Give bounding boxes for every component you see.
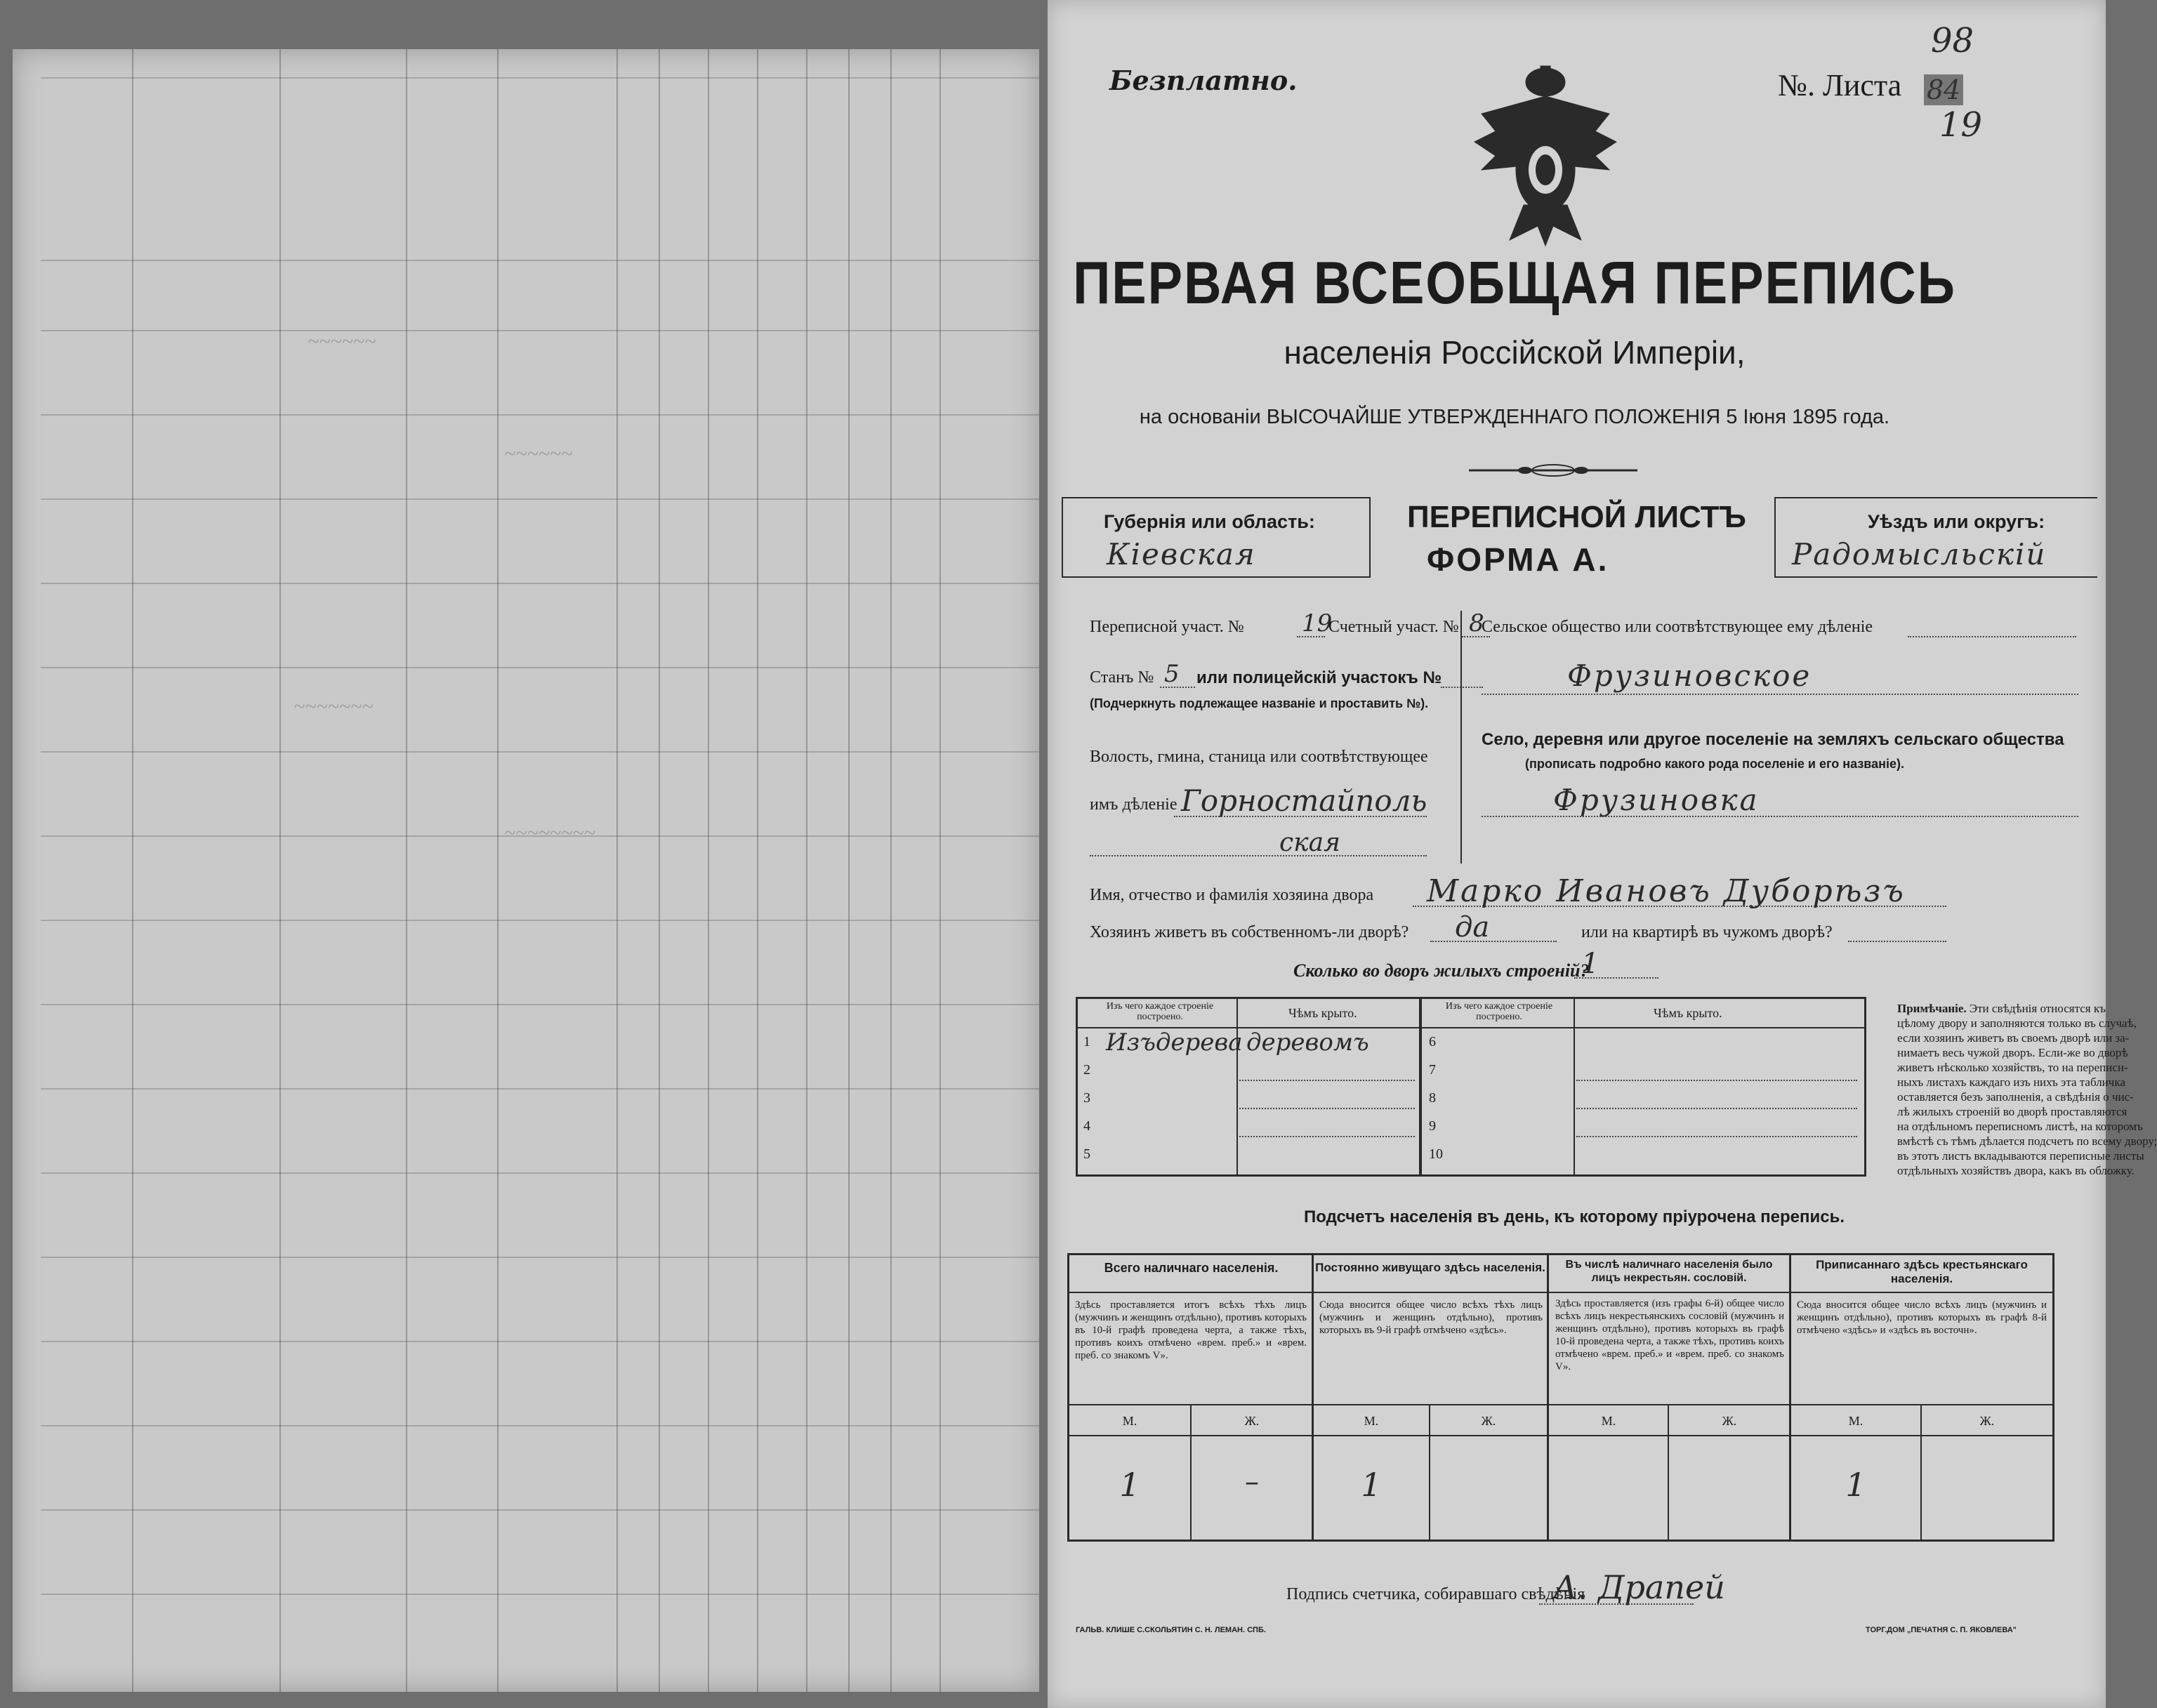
note-line: если хозяинъ живетъ въ своемъ дворѣ или за- [1897, 1031, 2130, 1045]
sheet-number-label: №. Листа [1778, 68, 1902, 102]
schetny-value: 8 [1469, 609, 1484, 637]
document-title: ПЕРВАЯ ВСЕОБЩАЯ ПЕРЕПИСЬ [1073, 249, 1956, 317]
building-roof: деревомъ [1246, 1028, 1369, 1057]
buildings-count-label: Сколько во дворъ жилыхъ строеній? [1293, 960, 1590, 981]
stan-label: Станъ № [1090, 668, 1154, 687]
male-label: М. [1601, 1414, 1616, 1428]
population-count-table [1067, 1253, 2054, 1542]
building-row-num: 1 [1083, 1034, 1090, 1050]
volost-label-1: Волость, гмина, станица или соотвѣтствующее [1090, 748, 1428, 766]
village-label: Село, деревня или другое поселеніе на земляхъ сельскаго общества [1482, 730, 2064, 749]
note-title: Примѣчаніе. [1897, 1002, 1967, 1015]
building-row-num: 4 [1083, 1118, 1090, 1134]
note-line: въ этотъ листъ вкладываются переписные листы [1897, 1149, 2144, 1163]
uezd-value: Радомысльскій [1792, 537, 2047, 571]
owner-own-yard-label: Хозяинъ живетъ въ собственномъ-ли дворѣ? [1090, 923, 1409, 941]
col-header-roof: Чѣмъ крыто. [1288, 1006, 1357, 1020]
uchastok-label: Переписной участ. № [1090, 618, 1244, 636]
count-header: Постоянно живущаго здѣсь населенія. [1315, 1261, 1545, 1274]
owner-rent-label: или на квартирѣ въ чужомъ дворѣ? [1581, 923, 1833, 941]
count-desc: Сюда вносится общее число всѣхъ тѣхъ лицъ (мужчинъ и женщинъ отдѣльно), противъ которыхъ въ 9-й графѣ отмѣчено «здѣсь». [1319, 1299, 1543, 1336]
count-desc: Здѣсь проставляется итогъ всѣхъ тѣхъ лицъ (мужчинъ и женщинъ отдѣльно), противъ которыхъ въ 10-й графѣ проведена черта, а также тѣхъ, противъ коихъ отмѣчено «врем. преб.» и «врем. преб. со знакомъ V». [1075, 1299, 1307, 1361]
female-label: Ж. [1722, 1414, 1737, 1428]
census-sheet-page [1048, 0, 2157, 1708]
note-line: на отдѣльномъ переписномъ листѣ, на которомъ [1897, 1120, 2143, 1133]
volost-label-2: имъ дѣленіе [1090, 795, 1178, 814]
sheet-number-struck: 84 [1924, 74, 1963, 105]
buildings-count-value: 1 [1581, 948, 1599, 980]
signature-value: А. Драпей [1553, 1568, 1725, 1606]
note-line: цѣлому двору и заполняются только въ случаѣ, [1897, 1017, 2137, 1030]
building-row-num: 7 [1429, 1062, 1436, 1078]
police-label: или полицейскій участокъ № [1196, 668, 1442, 687]
sheet-number-corrected: 98 [1931, 21, 1974, 60]
stan-value: 5 [1164, 660, 1180, 688]
building-row-num: 5 [1083, 1146, 1090, 1162]
note-line: отдѣльныхъ хозяйствъ двора, какъ въ обложку. [1897, 1164, 2135, 1177]
building-row-num: 2 [1083, 1062, 1090, 1078]
count-desc: Здѣсь проставляется (изъ графы 6-й) общее число всѣхъ лицъ некрестьянскихъ сословій (мужчинъ и женщинъ отдѣльно), противъ которыхъ въ графѣ 10-й проведена черта, а также тѣхъ, противъ коихъ отмѣчено «врем. преб.» и «врем. преб. со знакомъ V». [1555, 1298, 1784, 1372]
note-line: оставляется безъ заполненія, а свѣдѣнія о чис- [1897, 1090, 2134, 1104]
owner-name-label: Имя, отчество и фамилія хозяина двора [1090, 886, 1374, 904]
building-row-num: 3 [1083, 1090, 1090, 1106]
volost-value-2: ская [1279, 828, 1340, 857]
underline-note: (Подчеркнуть подлежащее названіе и проставить №). [1090, 696, 1429, 710]
owner-own-yard-value: да [1455, 911, 1490, 944]
note-line: Эти свѣдѣнія относятся къ [1969, 1002, 2106, 1015]
count-desc: Сюда вносится общее число всѣхъ лицъ (мужчинъ и женщинъ отдѣльно), противъ которыхъ въ графѣ 8-й отмѣчено «здѣсь» и «здѣсь въ восточн». [1797, 1299, 2047, 1336]
note-line: нимаетъ весь чужой дворъ. Если-же во дворѣ [1897, 1046, 2128, 1059]
male-label: М. [1364, 1414, 1379, 1428]
building-row-num: 10 [1429, 1146, 1443, 1162]
note-line: лѣ жилыхъ строеній во дворѣ проставляются [1897, 1105, 2128, 1118]
society-label: Сельское общество или соотвѣтствующее ему дѣленіе [1482, 618, 1873, 636]
building-row-num: 9 [1429, 1118, 1436, 1134]
note-line: вмѣстѣ съ тѣмъ дѣлается подсчетъ по всему двору; [1897, 1134, 2157, 1148]
note-line: ныхъ листахъ каждаго изъ нихъ эта табличка [1897, 1075, 2125, 1089]
form-name: ПЕРЕПИСНОЙ ЛИСТЪ [1407, 500, 1746, 534]
female-label: Ж. [1979, 1414, 1995, 1428]
note-block [1897, 1001, 2157, 1178]
uchastok-value: 19 [1302, 609, 1333, 637]
guberniya-value: Кіевская [1107, 537, 1256, 571]
female-label: Ж. [1244, 1414, 1260, 1428]
count-header: Всего наличнаго населенія. [1104, 1261, 1279, 1275]
village-value: Фрузиновка [1553, 783, 1760, 817]
signature-label: Подпись счетчика, собиравшаго свѣдѣнія [1286, 1585, 1585, 1603]
form-type: ФОРМА А. [1427, 541, 1609, 578]
ornament-divider [1469, 463, 1637, 477]
count-header: Приписаннаго здѣсь крестьянскаго населенія. [1816, 1258, 2028, 1285]
building-material: Изъдерева [1106, 1028, 1243, 1057]
village-note: (прописать подробно какого рода поселеніе и его названіе). [1525, 757, 1905, 771]
volost-value-1: Горностайполь [1181, 783, 1427, 818]
printer-credit-left: ГАЛЬВ. КЛИШЕ С.СКОЛЬЯТИН С. Н. ЛЕМАН. СПБ. [1076, 1626, 1266, 1634]
female-label: Ж. [1481, 1414, 1496, 1428]
printer-credit-right: ТОРГ.ДОМ „ПЕЧАТНЯ С. П. ЯКОВЛЕВА" [1866, 1626, 2017, 1634]
uezd-label: Уѣздъ или округъ: [1868, 511, 2045, 532]
bleed-through-mark: ~~~~~~ [308, 330, 376, 353]
legal-basis: на основаніи ВЫСОЧАЙШЕ УТВЕРЖДЕННАГО ПОЛОЖЕНІЯ 5 Іюня 1895 года. [1139, 406, 1890, 428]
count-male-value: 1 [1119, 1466, 1140, 1504]
society-value: Фрузиновское [1567, 658, 1812, 693]
bleed-through-mark: ~~~~~~~~ [504, 821, 595, 845]
imperial-eagle-emblem [1467, 65, 1623, 247]
count-header: Въ числѣ наличнаго населенія было лицъ некрестьян. сословій. [1565, 1259, 1773, 1284]
male-label: М. [1122, 1414, 1137, 1428]
col-header-roof-2: Чѣмъ крыто. [1654, 1006, 1722, 1020]
count-male-value: 1 [1361, 1466, 1382, 1504]
schetny-label: Счетный участ. № [1328, 618, 1459, 636]
bleed-through-mark: ~~~~~~ [504, 442, 573, 465]
guberniya-label: Губернія или область: [1104, 511, 1315, 532]
buildings-table [1076, 997, 1866, 1177]
building-row-num: 6 [1429, 1034, 1436, 1050]
count-male-value: 1 [1845, 1466, 1866, 1504]
document-subtitle: населенія Россійской Имперіи, [1284, 334, 1746, 371]
note-line: живетъ нѣсколько хозяйствъ, то на переписн- [1897, 1061, 2128, 1074]
col-header-material: Изъ чего каждое строеніе построено. [1106, 1001, 1214, 1022]
owner-name-value: Марко Ивановъ Дуборѣзъ [1427, 873, 1906, 909]
count-female-value: – [1245, 1466, 1259, 1498]
left-page-faded [13, 49, 1039, 1692]
count-title: Подсчетъ населенія въ день, къ которому пріурочена перепись. [1304, 1207, 1845, 1226]
sheet-number-second: 19 [1939, 105, 1983, 145]
col-header-material-2: Изъ чего каждое строеніе построено. [1445, 1001, 1553, 1022]
male-label: М. [1848, 1414, 1864, 1428]
building-row-num: 8 [1429, 1090, 1436, 1106]
free-label: Безплатно. [1109, 65, 1298, 96]
bleed-through-mark: ~~~~~~~ [293, 695, 374, 718]
